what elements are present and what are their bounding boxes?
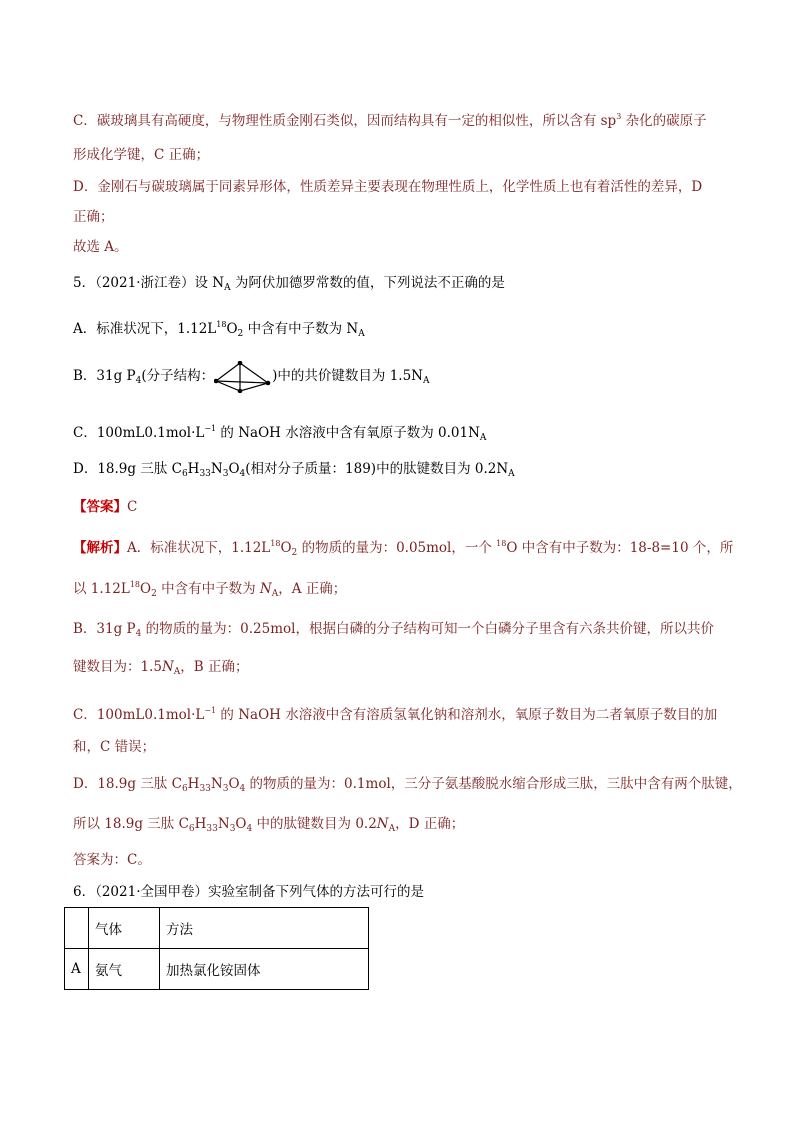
- q6-stem: 6．（2021·全国甲卷）实验室制备下列气体的方法可行的是: [73, 884, 424, 900]
- prev-analysis-d-line1: D．金刚石与碳玻璃属于同素异形体，性质差异主要表现在物理性质上，化学性质上也有着活性的差异，D: [73, 179, 703, 195]
- q5-analysis-b-line2: 键数目为：$1.5N_A$，B 正确；: [73, 659, 249, 677]
- table-header-cell: 方法: [160, 908, 369, 949]
- q5-stem: 5．（2021·浙江卷）设 $N_A$ 为阿伏加德罗常数的值，下列说法不正确的是: [73, 275, 505, 293]
- prev-analysis-c-line2: 形成化学键，C 正确；: [73, 147, 210, 163]
- prev-analysis-d-line2: 正确；: [73, 209, 114, 225]
- q5-option-a: A．标准状况下，$1.12L^{18}O_2$ 中含有中子数为 $N_A$: [73, 320, 365, 339]
- table-header-cell: 气体: [89, 908, 160, 949]
- q5-analysis-a-line1: 【解析】A．标准状况下，$1.12L^{18}O_2$ 的物质的量为：0.05mol，一个 $^{18}$O 中含有中子数为：18-8=10 个，所: [73, 539, 734, 558]
- q5-option-d: D．18.9g 三肽 $C_6H_{33}N_3O_4$(相对分子质量：189)中的肽键数目为 $0.2N_A$: [73, 461, 515, 479]
- prev-choose: 故选 A。: [73, 239, 128, 255]
- table-cell: 氨气: [89, 949, 160, 990]
- q5-analysis-a-line2: 以 $1.12L^{18}O_2$ 中含有中子数为 $N_A$，A 正确；: [73, 580, 347, 599]
- table-cell: A: [65, 949, 89, 990]
- q5-analysis-d-line2: 所以 18.9g 三肽 $C_6H_{33}N_3O_4$ 中的肽键数目为 $0.2N_A$，D 正确；: [73, 816, 465, 834]
- q5-analysis-d-line1: D．18.9g 三肽 $C_6H_{33}N_3O_4$ 的物质的量为：0.1mol，三分子氨基酸脱水缩合形成三肽，三肽中含有两个肽键，: [73, 776, 742, 794]
- q6-options-table: [64, 907, 369, 990]
- prev-analysis-c-line1: C．碳玻璃具有高硬度，与物理性质金刚石类似，因而结构具有一定的相似性，所以含有 $sp^3$ 杂化的碳原子: [73, 112, 707, 129]
- q5-analysis-b-line1: B．31g $P_4$ 的物质的量为：0.25mol，根据白磷的分子结构可知一个白磷分子里含有六条共价键，所以共价: [73, 621, 714, 639]
- q5-option-c: C．$100mL0.1mol\cdot L^{-1}$ 的 NaOH 水溶液中含有氧原子数为 $0.01N_A$: [73, 424, 487, 443]
- q5-option-b: B．31g $P_4$(分子结构： )中的共价键数目为 $1.5N_A$: [73, 359, 429, 398]
- q5-analysis-c-line1: C．$100mL0.1mol\cdot L^{-1}$ 的 NaOH 水溶液中含有溶质氢氧化钠和溶剂水，氧原子数目为二者氧原子数目的加: [73, 706, 718, 723]
- q5-final-answer: 答案为：C。: [73, 852, 151, 868]
- table-header-row: [65, 908, 369, 949]
- table-header-cell: [65, 908, 89, 949]
- table-cell: 加热氯化铵固体: [160, 949, 369, 990]
- p4-tetrahedron-diagram: [214, 361, 272, 393]
- q5-answer: 【答案】C: [73, 499, 138, 515]
- table-row: [65, 949, 369, 990]
- q5-analysis-c-line2: 和，C 错误；: [73, 739, 156, 755]
